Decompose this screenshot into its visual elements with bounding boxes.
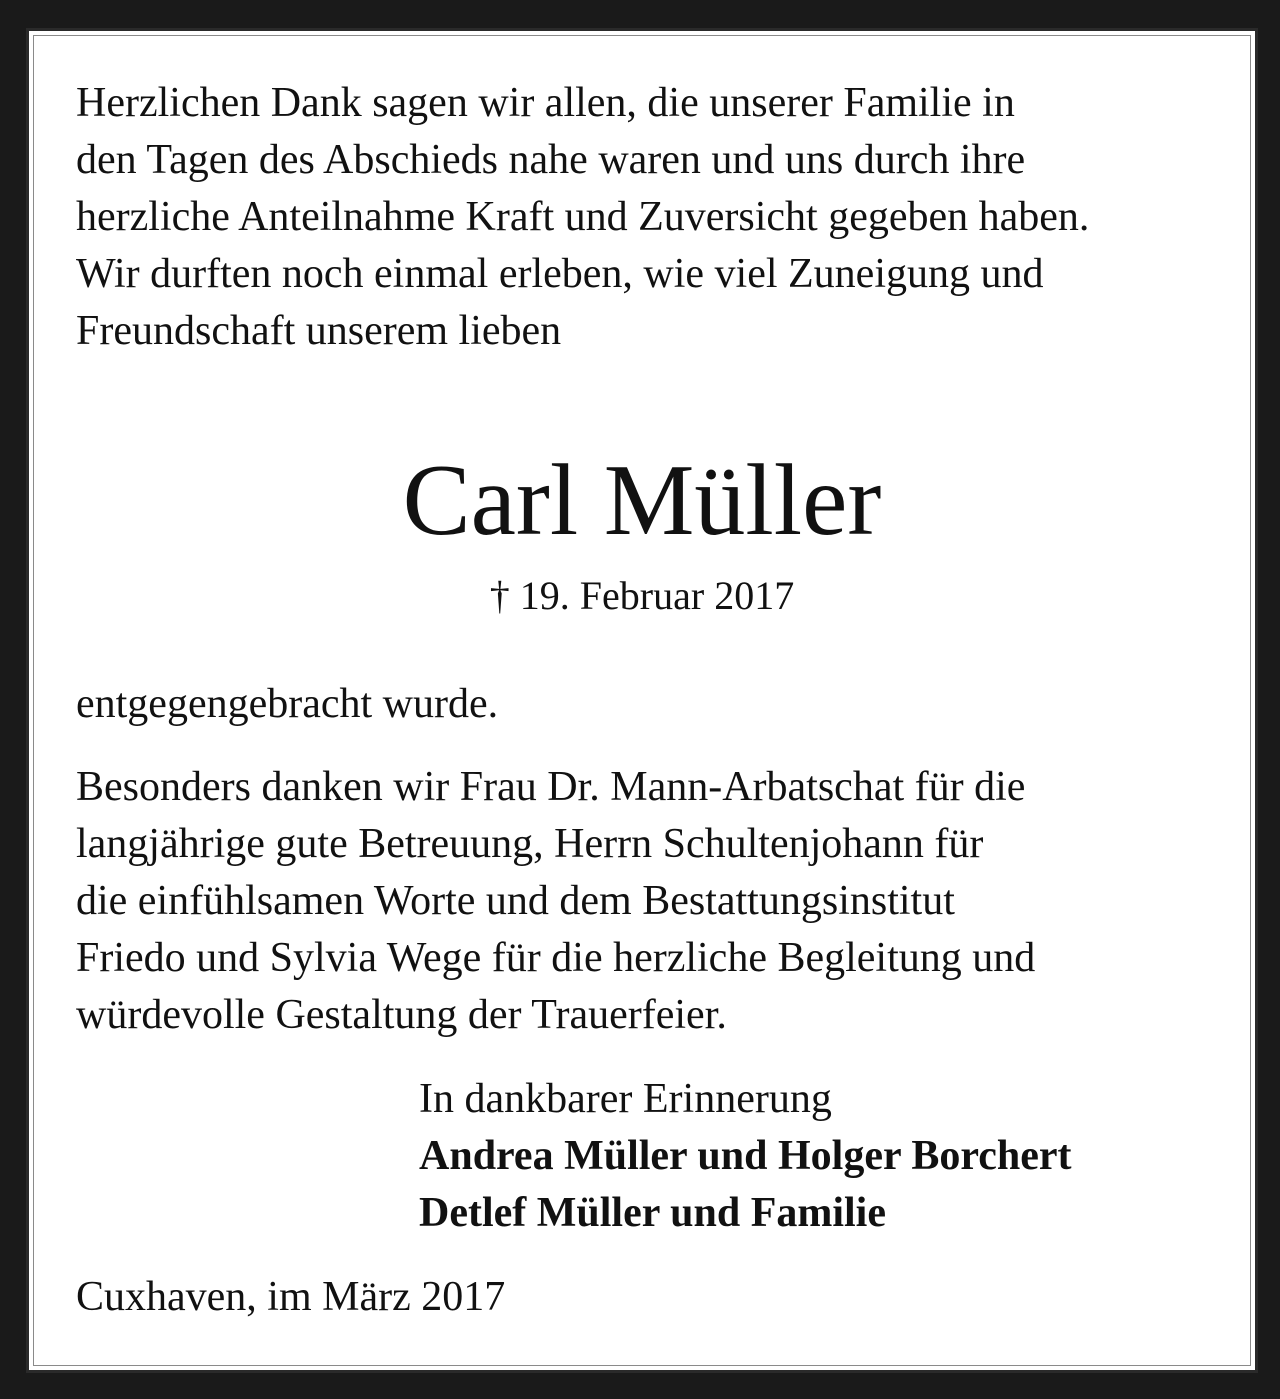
continuation-text: entgegengebracht wurde. <box>76 681 499 727</box>
thanks-line: Friedo und Sylvia Wege für die herzliche Begleitung und <box>76 935 1036 981</box>
thanks-line: langjährige gute Betreuung, Herrn Schultenjohann für <box>76 821 984 867</box>
closing-text: In dankbarer Erinnerung <box>419 1076 832 1122</box>
intro-paragraph <box>76 75 1089 360</box>
thanks-line: würdevolle Gestaltung der Trauerfeier. <box>76 992 727 1038</box>
signature-block <box>419 1071 1072 1242</box>
deceased-name: Carl Müller <box>402 444 882 557</box>
intro-line: Freundschaft unserem lieben <box>76 308 562 354</box>
obituary-notice <box>26 28 1258 1373</box>
thanks-paragraph <box>76 759 1035 1044</box>
intro-line: herzliche Anteilnahme Kraft und Zuversicht gegeben haben. <box>76 194 1090 240</box>
intro-line: Wir durften noch einmal erleben, wie viel Zuneigung und <box>76 251 1044 297</box>
signatory: Detlef Müller und Familie <box>419 1190 886 1236</box>
thanks-line: Besonders danken wir Frau Dr. Mann-Arbatschat für die <box>76 764 1026 810</box>
death-date: † 19. Februar 2017 <box>489 573 795 618</box>
intro-line: Herzlichen Dank sagen wir allen, die unserer Familie in <box>76 80 1015 126</box>
signatory: Andrea Müller und Holger Borchert <box>419 1133 1072 1179</box>
thanks-line: die einfühlsamen Worte und dem Bestattungsinstitut <box>76 878 955 924</box>
intro-line: den Tagen des Abschieds nahe waren und uns durch ihre <box>76 137 1026 183</box>
place-date: Cuxhaven, im März 2017 <box>76 1274 506 1320</box>
